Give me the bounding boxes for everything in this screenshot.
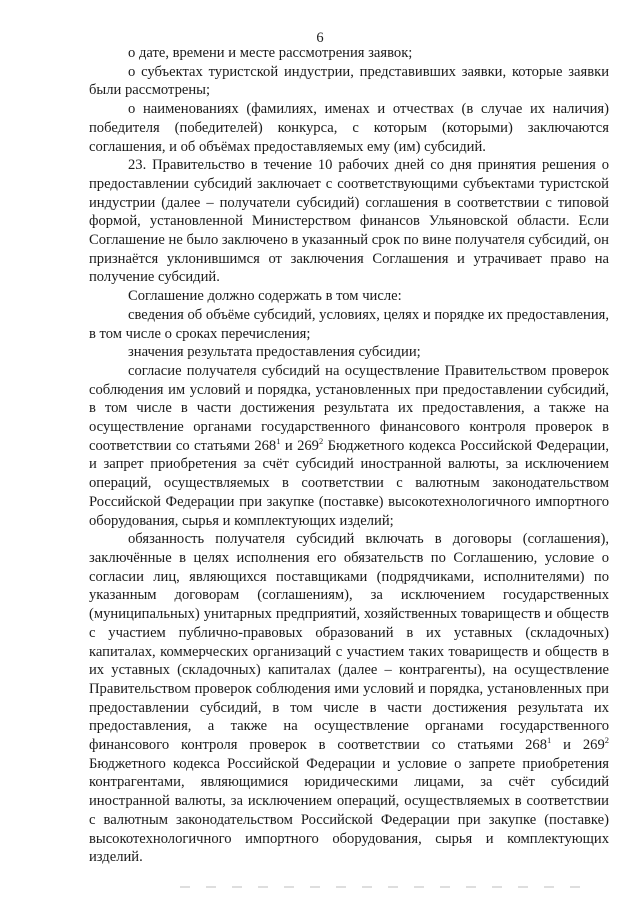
obligation-text-part1: обязанность получателя субсидий включать в договоры (соглашения), заключённые в целях исполнения его обязательств по Соглашению, условие о согласии лиц, являющихся поставщиками (подрядчиками, исполнителями) по указанным договорам (соглашениям), за исключением государственных (муниципальных) унитарных предприятий, хозяйственных товариществ и обществ с участием публично-правовых образований в их уставных (складочных) капиталах, коммерческих организаций с участием таких товариществ и обществ в их уставных (складочных) капиталах (далее – контрагенты), на осуществление Правительством проверок соблюдения ими условий и порядка, установленных при предоставлении субсидий, в том числе в части достижения результата их предоставления, а также на осуществление органами государственного финансового контроля проверок в соответствии со статьями 268 [89, 531, 609, 754]
footnote-ref-2: 2 [318, 435, 324, 446]
footnote-ref-2: 2 [604, 735, 609, 746]
footnote-ref-1: 1 [547, 735, 552, 746]
paragraph-applicants: о субъектах туристской индустрии, представивших заявки, которые заявки были рассмотрены; [89, 63, 609, 99]
paragraph-winners: о наименованиях (фамилиях, именах и отчествах (в случае их наличия) победителя (победителей) конкурса, с которым (которыми) заключаются соглашения, и об объёмах предоставляемых ему (им) субсидий. [89, 101, 609, 155]
paragraph-subsidy-info: сведения об объёме субсидий, условиях, целях и порядке их предоставления, в том числе о сроках перечисления; [89, 306, 609, 342]
consent-text-part1: согласие получателя субсидий на осуществление Правительством проверок соблюдения им условий и порядка, установленных при предоставлении субсидий, в том числе в части достижения результата их предоставления, а также на осуществление органами государственного финансового контроля проверок в соответствии со статьями 268 [89, 362, 609, 454]
paragraph-result-values: значения результата предоставления субсидии; [128, 344, 421, 361]
obligation-text-part2: и 269 [551, 737, 605, 754]
paragraph-agreement-contents: Соглашение должно содержать в том числе: [128, 288, 402, 305]
paragraph-recipient-obligation [89, 530, 609, 867]
scan-artifact-line [180, 886, 590, 888]
consent-text-part2: и 269 [280, 437, 319, 454]
obligation-text-part3: Бюджетного кодекса Российской Федерации и условие о запрете приобретения контрагентами, являющимися юридическими лицами, за счёт субсидий иностранной валюты, за исключением операций, осуществляемых в соответствии с валютным законодательством Российской Федерации при закупке (поставке) высокотехнологичного импортного оборудования, сырья и комплектующих изделий. [89, 755, 609, 866]
footnote-ref-1: 1 [276, 435, 281, 446]
consent-text-part3: Бюджетного кодекса Российской Федерации, и запрет приобретения за счёт субсидий иностранной валюты, за исключением операций, осуществляемых в соответствии с валютным законодательством Российской Федерации при закупке (поставке) высокотехнологичного импортного оборудования, сырья и комплектующих изделий; [89, 437, 610, 529]
paragraph-item-23: 23. Правительство в течение 10 рабочих дней со дня принятия решения о предоставлении субсидий заключает с соответствующими субъектами туристской индустрии (далее – получатели субсидий) соглашения в соответствии с типовой формой, установленной Министерством финансов Ульяновской области. Если Соглашение не было заключено в указанный срок по вине получателя субсидий, он признаётся уклонившимся от заключения Соглашения и утрачивает право на получение субсидий. [89, 157, 609, 286]
paragraph-recipient-consent [89, 362, 609, 530]
document-body [89, 44, 609, 867]
page-number: 6 [316, 30, 324, 46]
paragraph-review-date: о дате, времени и месте рассмотрения заявок; [128, 45, 413, 61]
